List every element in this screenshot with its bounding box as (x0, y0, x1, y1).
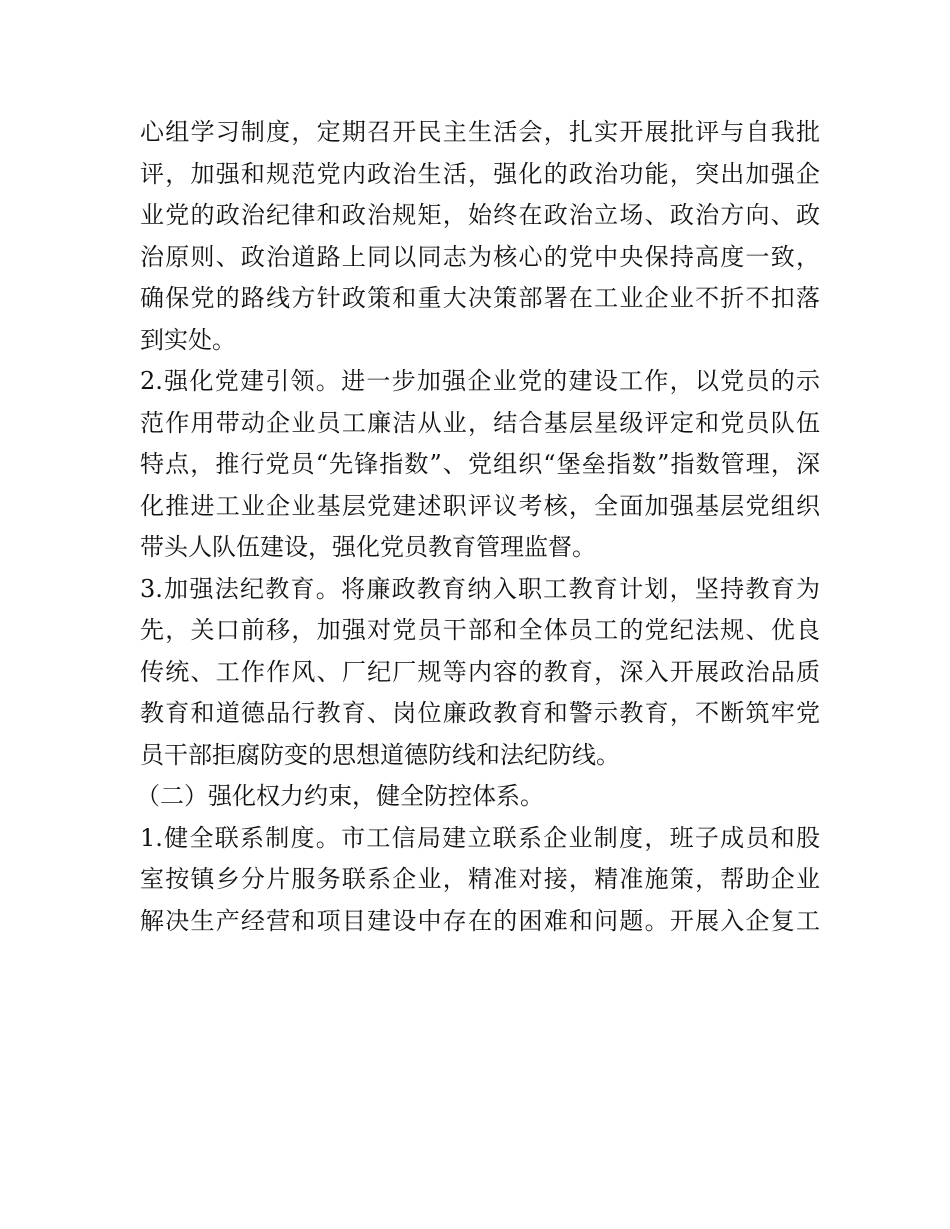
text-line: 范作用带动企业员工廉洁从业，结合基层星级评定和党员队伍 (140, 408, 820, 437)
text-line: 确保党的路线方针政策和重大决策部署在工业企业不折不扣落 (140, 284, 820, 312)
text-line: 先，关口前移，加强对党员干部和全体员工的党纪法规、优良 (140, 616, 820, 644)
text-line: 带头人队伍建设，强化党员教育管理监督。 (140, 533, 596, 561)
section-heading: （二）强化权力约束，健全防控体系。 (136, 782, 544, 810)
text-line: 教育和道德品行教育、岗位廉政教育和警示教育，不断筑牢党 (140, 699, 820, 727)
document-body (136, 112, 820, 942)
text-line: 1.健全联系制度。市工信局建立联系企业制度，班子成员和股 (140, 823, 820, 852)
text-line: 室按镇乡分片服务联系企业，精准对接，精准施策，帮助企业 (140, 865, 820, 893)
text-line: 业党的政治纪律和政治规矩，始终在政治立场、政治方向、政 (140, 201, 820, 229)
text-line: 解决生产经营和项目建设中存在的困难和问题。开展入企复工 (140, 906, 820, 935)
text-line: 到实处。 (140, 325, 236, 354)
text-line: 3.加强法纪教育。将廉政教育纳入职工教育计划，坚持教育为 (140, 574, 820, 603)
text-line: 员干部拒腐防变的思想道德防线和法纪防线。 (140, 740, 620, 769)
text-line: 化推进工业企业基层党建述职评议考核，全面加强基层党组织 (140, 491, 820, 520)
text-line: 心组学习制度，定期召开民主生活会，扎实开展批评与自我批 (140, 118, 820, 146)
text-line: 特点，推行党员“先锋指数”、党组织“堡垒指数”指数管理，深 (140, 450, 820, 478)
text-line: 2.强化党建引领。进一步加强企业党的建设工作，以党员的示 (140, 367, 820, 395)
text-line: 传统、工作作风、厂纪厂规等内容的教育，深入开展政治品质 (140, 657, 820, 686)
text-line: 治原则、政治道路上同以同志为核心的党中央保持高度一致， (140, 242, 820, 271)
text-line: 评，加强和规范党内政治生活，强化的政治功能，突出加强企 (140, 159, 820, 188)
